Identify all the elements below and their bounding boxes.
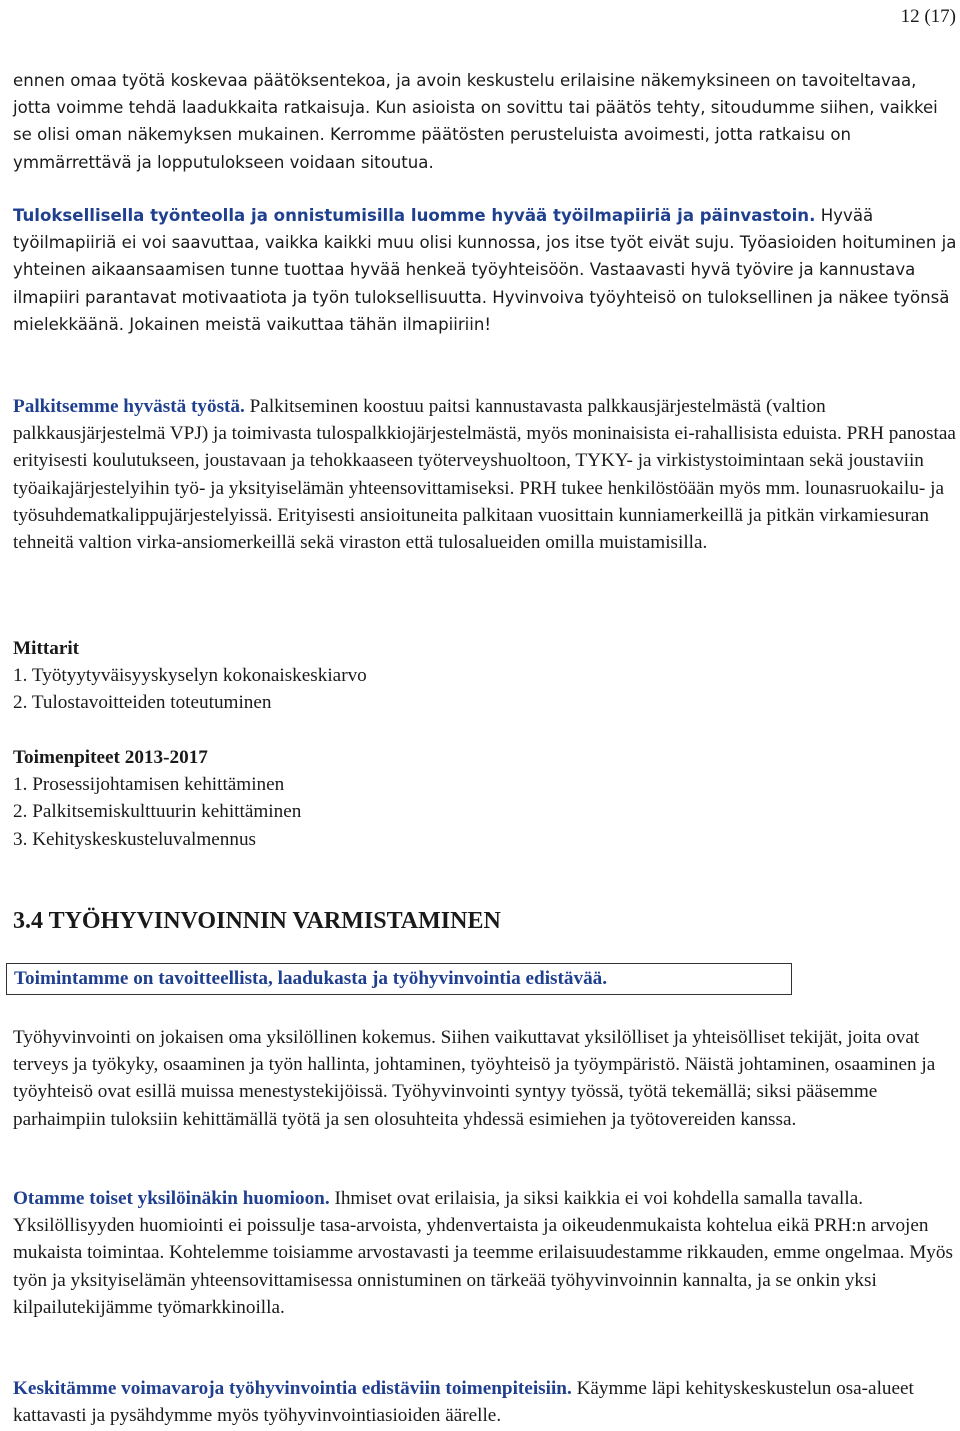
paragraph-lead: Keskitämme voimavaroja työhyvinvointia edistäviin toimenpiteisiin. (13, 1378, 572, 1399)
paragraph-body (13, 202, 958, 338)
paragraph-lead: Tuloksellisella työnteolla ja onnistumisilla luomme hyvää työilmapiiriä ja päinvastoin. (13, 206, 816, 225)
mittarit-list (13, 635, 958, 717)
list-item: 2. Palkitsemiskulttuurin kehittäminen (13, 801, 302, 823)
list-item: 3. Kehityskeskusteluvalmennus (13, 828, 257, 850)
section-goal-box (6, 963, 792, 995)
paragraph-body (13, 1185, 958, 1321)
list-item: 1. Prosessijohtamisen kehittäminen (13, 774, 285, 796)
paragraph-resources (13, 1375, 958, 1429)
paragraph-body (13, 1375, 958, 1429)
paragraph-text: Työhyvinvointi on jokaisen oma yksilöllinen kokemus. Siihen vaikuttavat yksilölliset ja yhteisölliset tekijät, joita ovat terveys ja työkyky, osaaminen ja työn hallinta, johtaminen, työyhteisö ja työympäristö. Näistä johtaminen, osaaminen ja työyhteisö ovat esillä muissa menestystekijöissä. Työhyvinvointi syntyy työssä, työtä tekemällä; siksi pääsemme parhaimpiin tuloksiin kehittämällä työtä ja sen olosuhteita yhdessä esimiehen ja työtovereiden kanssa. (13, 1027, 936, 1130)
toimenpiteet-list (13, 744, 958, 853)
mittarit-heading: Mittarit (13, 638, 80, 659)
section-title: 3.4 TYÖHYVINVOINNIN VARMISTAMINEN (13, 908, 501, 934)
paragraph-body (13, 393, 958, 556)
paragraph-text: Palkitseminen koostuu paitsi kannustavasta palkkausjärjestelmästä (valtion palkkausjärjestelmä VPJ) ja toimivasta tulospalkkiojärjestelmästä, myös moninaisista ei-rahallisista eduista. PRH panostaa erityisesti koulutukseen, joustavaan ja tehokkaaseen työterveyshuoltoon, TYKY- ja virkistystoimintaan sekä joustaviin työaikajärjestelyihin työ- ja yksityiselämän yhteensovittamiseksi. PRH tukee henkilöstöään myös mm. lounasruokailu- ja työsuhdematkalippujärjestelyissä. Erityisesti ansioituneita palkitaan vuosittain kunniamerkeillä ja pitkän virkamiesuran tehneitä valtion virka-ansiomerkeillä sekä viraston että tulosalueiden omilla muistamisilla. (13, 396, 956, 554)
paragraph-lead: Palkitsemme hyvästä työstä. (13, 396, 245, 417)
paragraph-individuals (13, 1185, 958, 1321)
paragraph-rewarding (13, 393, 958, 556)
section-goal-text: Toimintamme on tavoitteellista, laadukasta ja työhyvinvointia edistävää. (14, 968, 608, 989)
paragraph-text: Käymme läpi kehityskeskustelun osa-alueet kattavasti ja pysähdymme myös työhyvinvointiasioiden äärelle. (13, 1378, 914, 1427)
paragraph-text: Hyvää työilmapiiriä ei voi saavuttaa, vaikka kaikki muu olisi kunnossa, jos itse työt eivät suju. Työasioiden hoituminen ja yhteinen aikaansaamisen tunne tuottaa hyvää henkeä työyhteisöön. Vastaavasti hyvä työvire ja kannustava ilmapiiri parantavat motivaatiota ja työn tuloksellisuutta. Hyvinvoiva työyhteisö on tuloksellinen ja näkee työnsä mielekkäänä. Jokainen meistä vaikuttaa tähän ilmapiiriin! (13, 206, 957, 334)
list-item: 1. Työtyytyväisyyskyselyn kokonaiskeskiarvo (13, 665, 367, 687)
paragraph-text: Ihmiset ovat erilaisia, ja siksi kaikkia ei voi kohdella samalla tavalla. Yksilöllisyyden huomiointi ei poissulje tasa-arvoista, yhdenvertaista ja oikeudenmukaista kohtelua eikä PRH:n arvojen mukaista toimintaa. Kohtelemme toisiamme arvostavasti ja teemme erilaisuudestamme rikkauden, emme ongelmaa. Myös työn ja yksityiselämän yhteensovittamisessa onnistuminen on tärkeää työhyvinvoinnin kannalta, ja se onkin yksi kilpailutekijämme työmarkkinoilla. (13, 1188, 953, 1318)
paragraph-lead: Otamme toiset yksilöinäkin huomioon. (13, 1188, 330, 1209)
page-number: 12 (17) (900, 6, 956, 27)
toimenpiteet-heading: Toimenpiteet 2013-2017 (13, 747, 208, 768)
list-item: 2. Tulostavoitteiden toteutuminen (13, 692, 272, 714)
paragraph-decision-making (13, 67, 958, 176)
paragraph-wellbeing (13, 1024, 958, 1133)
paragraph-work-atmosphere (13, 202, 958, 338)
paragraph-text: ennen omaa työtä koskevaa päätöksentekoa, ja avoin keskustelu erilaisine näkemyksineen on tavoiteltavaa, jotta voimme tehdä laadukkaita ratkaisuja. Kun asioista on sovittu tai päätös tehty, sitoudumme siihen, vaikkei se olisi oman näkemyksen mukainen. Kerromme päätösten perusteluista avoimesti, jotta ratkaisu on ymmärrettävä ja lopputulokseen voidaan sitoutua. (13, 71, 938, 172)
